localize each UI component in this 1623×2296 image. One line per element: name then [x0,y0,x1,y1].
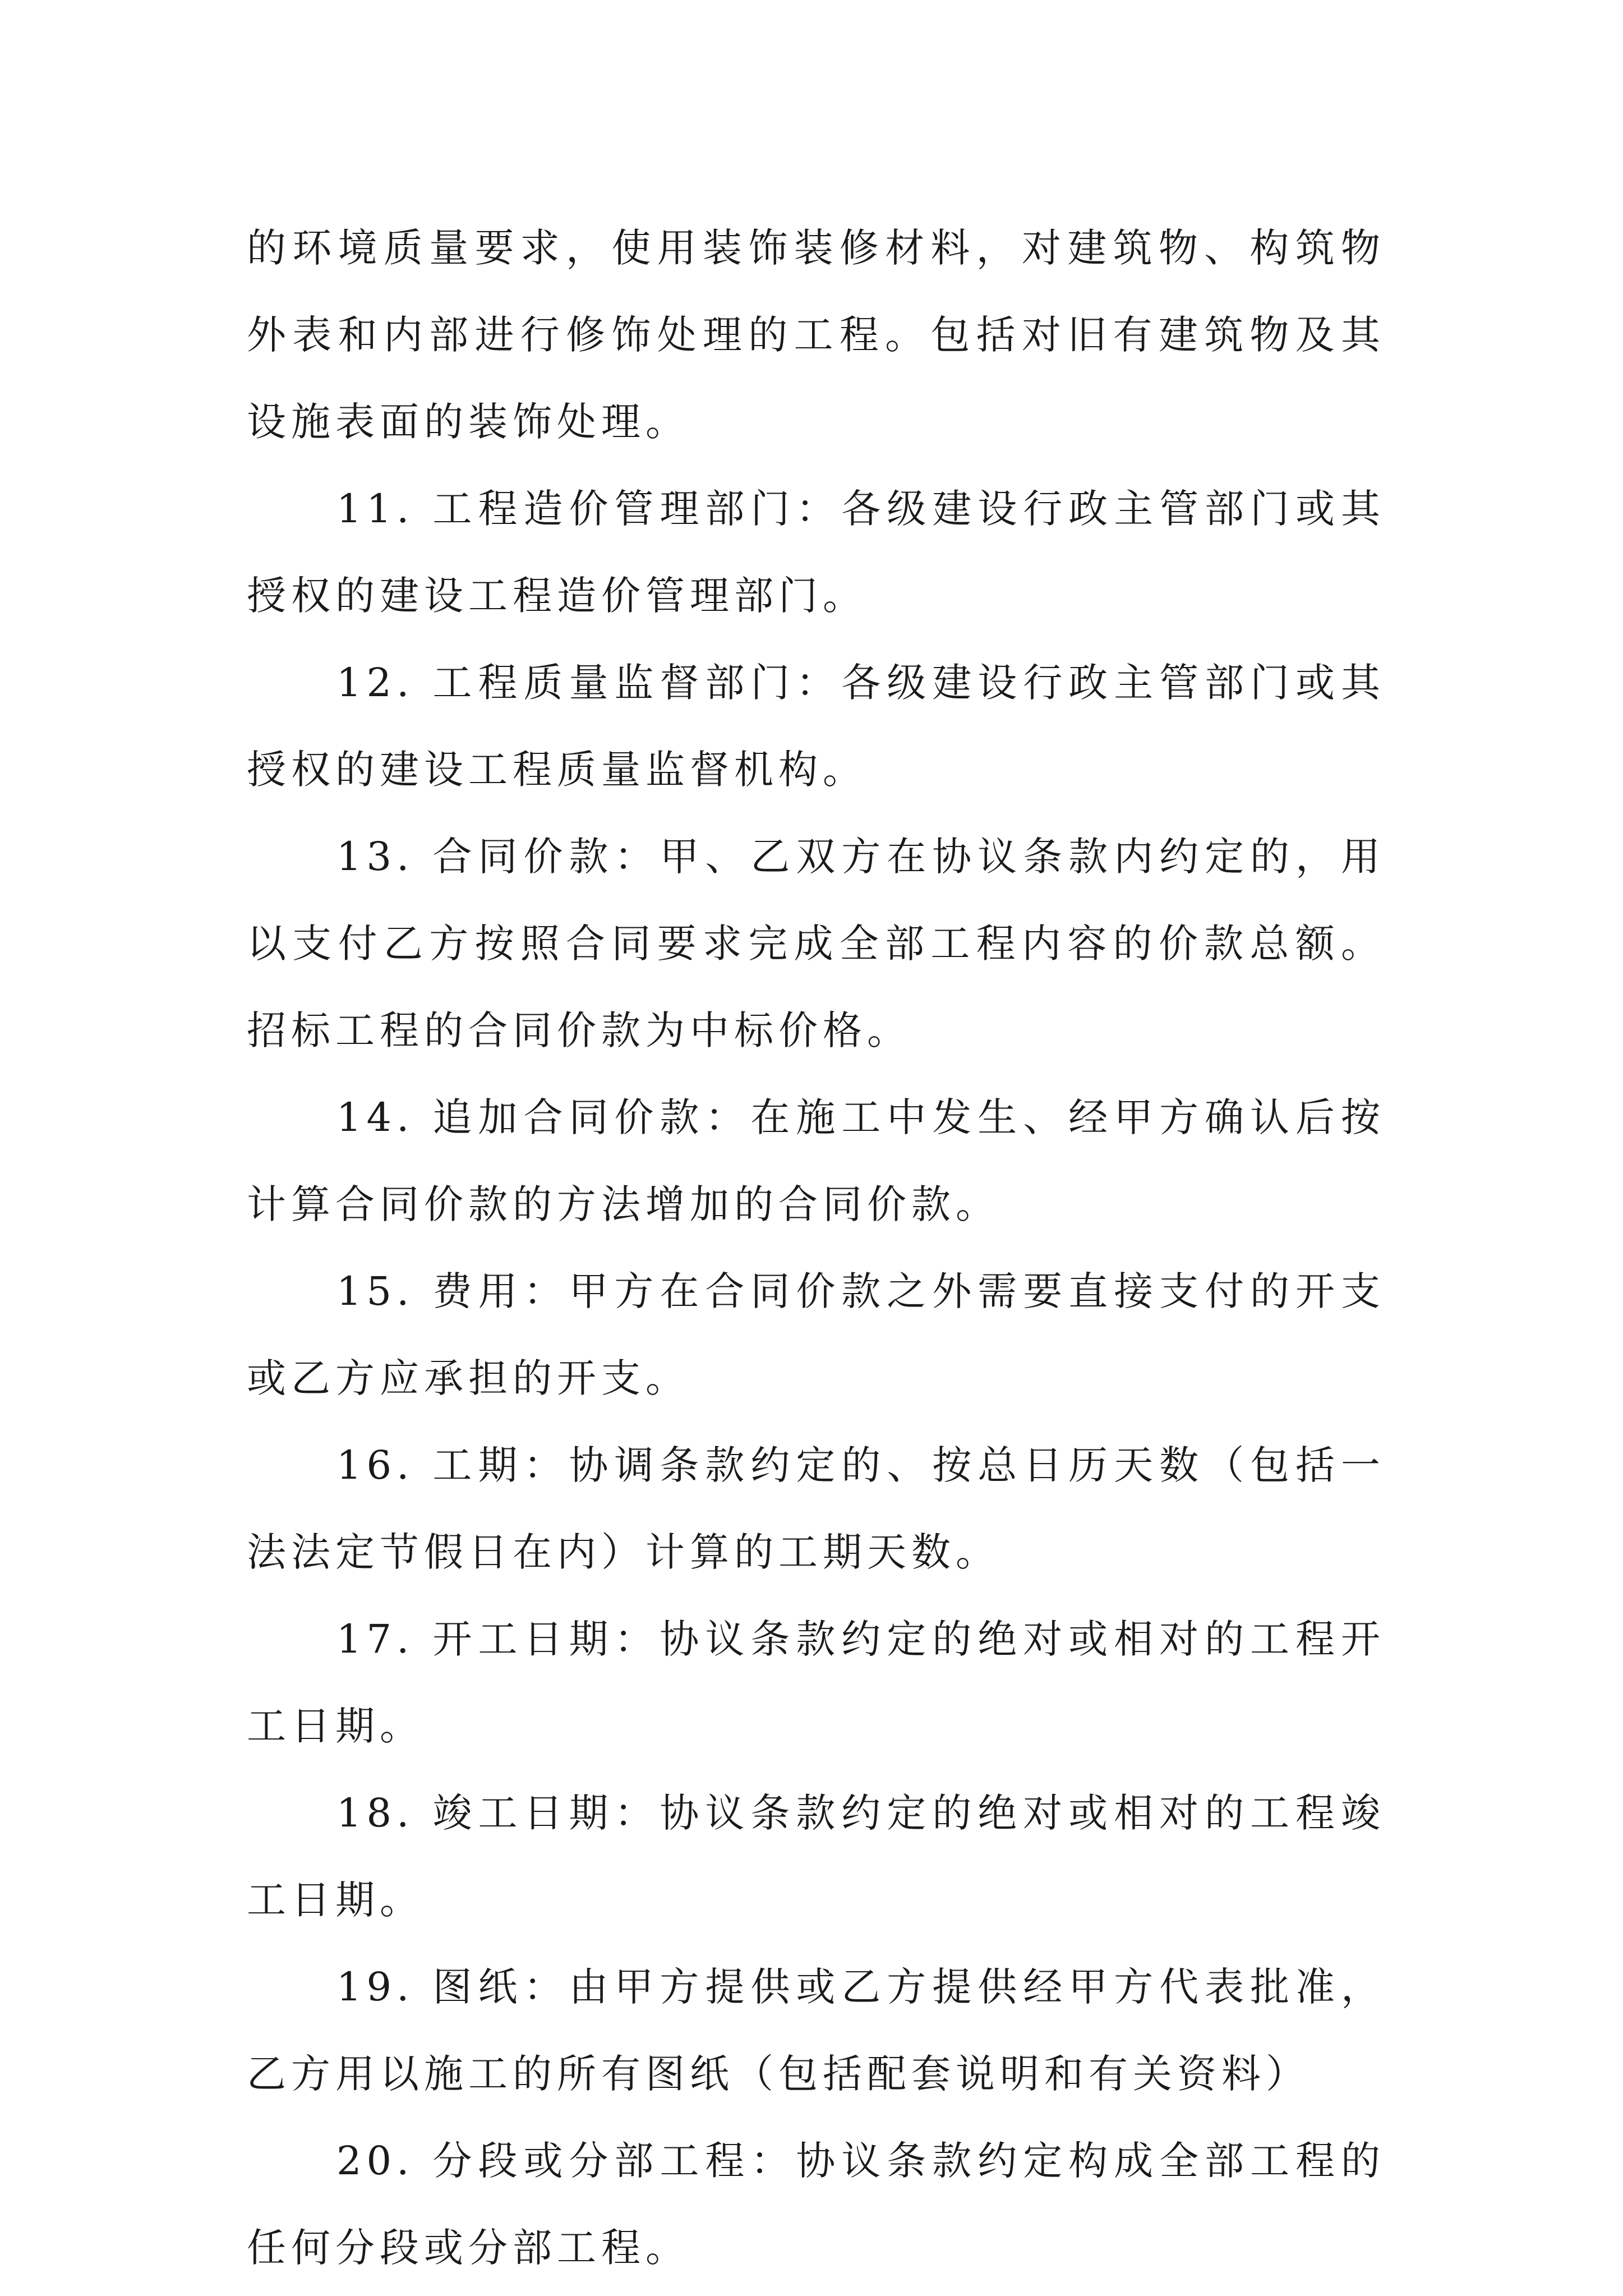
paragraph-11: 11. 工程造价管理部门：各级建设行政主管部门或其授权的建设工程造价管理部门。 [247,486,1385,619]
paragraph-19: 19. 图纸：由甲方提供或乙方提供经甲方代表批准，乙方用以施工的所有图纸（包括配套说明和有关资料） [247,1964,1385,2097]
paragraph-13: 13. 合同价款：甲、乙双方在协议条款内约定的，用以支付乙方按照合同要求完成全部工程内容的价款总额。招标工程的合同价款为中标价格。 [247,834,1385,1053]
paragraph-18: 18. 竣工日期：协议条款约定的绝对或相对的工程竣工日期。 [247,1790,1385,1923]
paragraph-20: 20. 分段或分部工程：协议条款约定构成全部工程的任何分段或分部工程。 [247,2138,1385,2271]
document-body [247,205,1385,2292]
paragraph-17: 17. 开工日期：协议条款约定的绝对或相对的工程开工日期。 [247,1616,1385,1749]
paragraph-14: 14. 追加合同价款：在施工中发生、经甲方确认后按计算合同价款的方法增加的合同价款。 [247,1094,1385,1227]
paragraph-15: 15. 费用：甲方在合同价款之外需要直接支付的开支或乙方应承担的开支。 [247,1268,1385,1401]
paragraph-16: 16. 工期：协调条款约定的、按总日历天数（包括一法法定节假日在内）计算的工期天数。 [247,1442,1385,1575]
paragraph-continuation: 的环境质量要求，使用装饰装修材料，对建筑物、构筑物外表和内部进行修饰处理的工程。包括对旧有建筑物及其设施表面的装饰处理。 [247,225,1385,445]
paragraph-12: 12. 工程质量监督部门：各级建设行政主管部门或其授权的建设工程质量监督机构。 [247,660,1385,793]
